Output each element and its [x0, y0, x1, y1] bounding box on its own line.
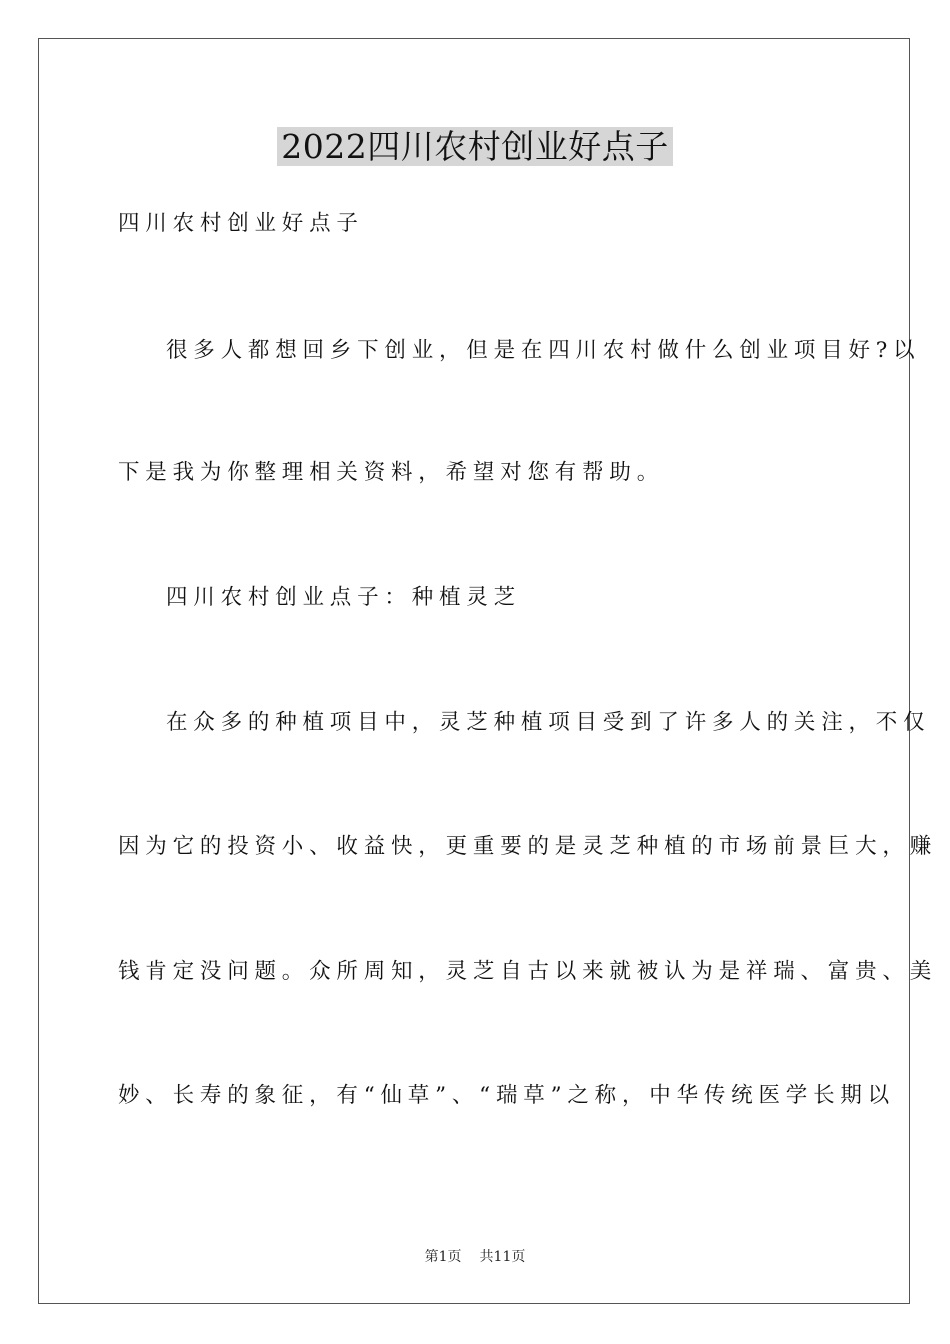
paragraph-line: 因为它的投资小、收益快，更重要的是灵芝种植的市场前景巨大，赚: [118, 834, 938, 859]
subtitle-line: 四川农村创业好点子: [118, 211, 364, 236]
section-heading-line: 四川农村创业点子：种植灵芝: [166, 585, 521, 610]
paragraph-line: 下是我为你整理相关资料，希望对您有帮助。: [118, 460, 665, 485]
paragraph-line: 很多人都想回乡下创业，但是在四川农村做什么创业项目好?以: [166, 338, 921, 363]
paragraph-line: 妙、长寿的象征，有“仙草”、“瑞草”之称，中华传统医学长期以: [118, 1083, 895, 1108]
document-title: [0, 124, 950, 170]
document-title-text: 2022四川农村创业好点子: [277, 127, 672, 166]
paragraph-line: 钱肯定没问题。众所周知，灵芝自古以来就被认为是祥瑞、富贵、美: [118, 959, 938, 984]
page-footer: [0, 1247, 950, 1267]
paragraph-line: 在众多的种植项目中，灵芝种植项目受到了许多人的关注，不仅: [166, 710, 931, 735]
page-total: 共11页: [479, 1249, 526, 1265]
page-number: 第1页: [424, 1249, 462, 1265]
